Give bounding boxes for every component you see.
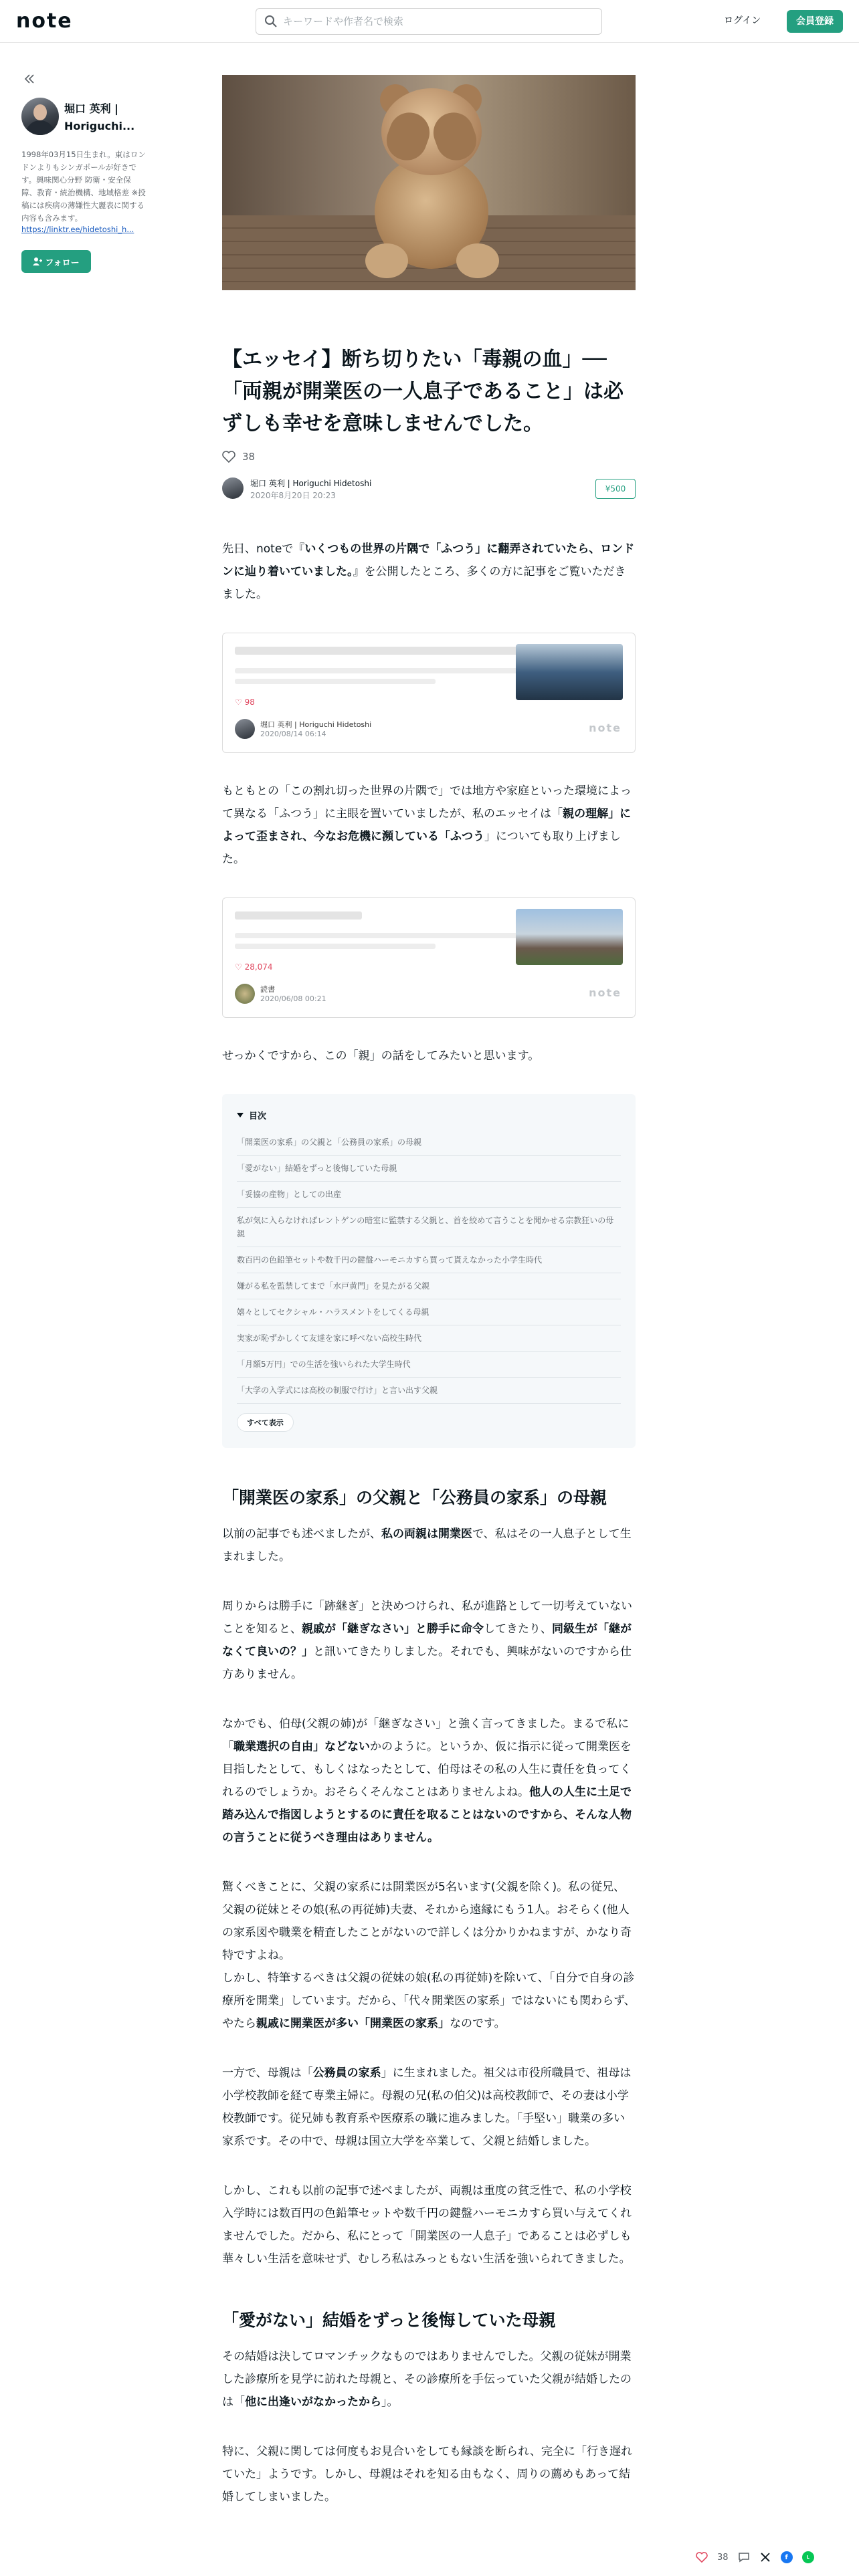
embed-date: 2020/08/14 06:14 [260, 730, 326, 738]
hero-image [222, 75, 636, 290]
sidebar-author-name[interactable]: 堀口 英利 | Horiguchi... [64, 102, 135, 132]
toc-item[interactable]: 「月額5万円」での生活を強いられた大学生時代 [237, 1352, 621, 1378]
toc-item[interactable]: 「大学の入学式には高校の制服で行け」と言い出す父親 [237, 1378, 621, 1404]
author-avatar[interactable] [21, 98, 59, 135]
signup-button[interactable]: 会員登録 [787, 10, 843, 33]
embed-avatar [235, 719, 255, 739]
action-like-count: 38 [717, 2552, 729, 2563]
embed-date: 2020/06/08 00:21 [260, 994, 326, 1003]
heart-icon[interactable] [696, 2551, 708, 2563]
embed-likes: ♡ 98 [235, 697, 255, 707]
paragraph: しかし、これも以前の記事で述べましたが、両親は重度の貧乏性で、私の小学校入学時には数百円の色鉛筆セットや数千円の鍵盤ハーモニカすら買い与えてくれませんでした。だから、私にとって「開業医の一人息子」であることは必ずしも華々しい生活を意味せず、むしろ私はみっともない生活を強いられてきました。 [222, 2184, 632, 2266]
embed-author: 読書 [260, 985, 275, 994]
paragraph: なかでも、伯母(父親の姉)が「継ぎなさい」と強く言ってきました。まるで私に「職業選択の自由」などないかのように。というか、仮に指示に従って開業医を目指したとして、もしくはなったとして、伯母はその私の人生に責任を負ってくれるのでしょうか。おそらくそんなことはありませんよね。他人の人生に土足で踏み込んで指図しようとするのに責任を取ることはないのですから、そんな人物の言うことに従うべき理由はありません。 [222, 1717, 632, 1844]
caret-down-icon [237, 1113, 244, 1118]
toc-item[interactable]: 「妥協の産物」としての出産 [237, 1182, 621, 1208]
search-icon [264, 15, 278, 28]
search-input[interactable] [283, 9, 591, 34]
toc-item[interactable]: 私が気に入らなければレントゲンの暗室に監禁する父親と、首を絞めて言うことを聞かせる宗教狂いの母親 [237, 1208, 621, 1247]
paragraph: せっかくですから、この「親」の話をしてみたいと思います。 [222, 1049, 540, 1063]
toc-item[interactable]: 嬉々としてセクシャル・ハラスメントをしてくる母親 [237, 1299, 621, 1325]
search-box[interactable] [256, 8, 602, 35]
embedded-note-card[interactable] [222, 633, 636, 753]
toc-show-all-button[interactable]: すべて表示 [237, 1413, 294, 1432]
embed-avatar [235, 984, 255, 1004]
embed-author: 堀口 英利 | Horiguchi Hidetoshi [260, 720, 372, 729]
note-logo[interactable]: note [16, 9, 73, 33]
paragraph: 周りからは勝手に「跡継ぎ」と決めつけられ、私が進路として一切考えていないことを知ると、親戚が「継ぎなさい」と勝手に命令してきたり、同級生が「継がなくて良いの？」と訊いてきたりしました。それでも、興味がないのですから仕方ありません。 [222, 1600, 633, 1681]
article [222, 75, 636, 2508]
toc-heading[interactable]: 目次 [237, 1109, 621, 1121]
author-bio-link[interactable]: https://linktr.ee/hidetoshi_h... [21, 225, 134, 234]
comment-icon[interactable] [738, 2551, 750, 2563]
table-of-contents [222, 1094, 636, 1448]
paragraph: 先日、noteで『いくつもの世界の片隅で「ふつう」に翻弄されていたら、ロンドンに辿り着いていました。』を公開したところ、多くの方に記事をご覧いただきました。 [222, 542, 635, 601]
follow-label: フォロー [45, 257, 80, 268]
embedded-note-card[interactable] [222, 897, 636, 1018]
embed-note-logo: note [589, 722, 622, 734]
paragraph: 以前の記事でも述べましたが、私の両親は開業医で、私はその一人息子として生まれました。 [222, 1527, 632, 1564]
embed-thumbnail [516, 909, 623, 965]
publish-date: 2020年8月20日 20:23 [250, 491, 336, 500]
double-chevron-left-icon[interactable] [23, 72, 36, 86]
article-title: 【エッセイ】断ち切りたい「毒親の血」──「両親が開業医の一人息子であること」は必ずしも幸せを意味しませんでした。 [222, 348, 624, 435]
toc-item[interactable]: 「開業医の家系」の父親と「公務員の家系」の母親 [237, 1130, 621, 1156]
section-heading: 「開業医の家系」の父親と「公務員の家系」の母親 [222, 1488, 607, 1507]
paragraph: 特に、父親に関しては何度もお見合いをしても縁談を断られ、完全に「行き遅れていた」ようです。しかし、母親はそれを知る由もなく、周りの薦めもあって結婚してしまいました。 [222, 2445, 633, 2504]
x-icon[interactable] [759, 2551, 771, 2563]
byline-author[interactable]: 堀口 英利 | Horiguchi Hidetoshi [250, 479, 372, 488]
price-badge[interactable]: ¥500 [595, 479, 636, 499]
paragraph: その結婚は決してロマンチックなものではありませんでした。父親の従妹が開業した診療所を見学に訪れた母親と、その診療所を手伝っていた父親が結婚したのは「他に出逢いがなかったから」。 [222, 2350, 632, 2409]
byline [222, 476, 636, 503]
like-area [222, 451, 636, 463]
embed-note-logo: note [589, 986, 622, 999]
toc-item[interactable]: 数百円の色鉛筆セットや数千円の鍵盤ハーモニカすら買って貰えなかった小学生時代 [237, 1247, 621, 1273]
author-bio: 1998年03月15日生まれ。東はロンドンよりもシンガポールが好きです。興味関心分野 防衛・安全保障、教育・統治機構、地域格差 ※投稿には疾病の薄嫌性大麗表に関する内容も含みます。 [21, 150, 146, 223]
byline-avatar[interactable] [222, 477, 244, 499]
floating-action-bar [696, 2547, 859, 2568]
paragraph: 驚くべきことに、父親の家系には開業医が5名います(父親を除く)。私の従兄、父親の従妹とその娘(私の再従姉)夫妻、それから遠縁にもう1人。おそらく(他人の家系図や職業を精査したことがないので詳しくは分かりかねますが、かなり奇特ですよね。 しかし、特筆するべきは父親の従妹の娘(私の再従姉)を除いて、「自分で自身の診療所を開業」しています。だから、「代々開業医の家系」ではないにも関わらず、やたら親戚に開業医が多い「開業医の家系」なのです。 [222, 1881, 636, 2030]
follow-button[interactable] [21, 250, 91, 273]
paragraph: もともとの「この割れ切った世界の片隅で」では地方や家庭といった環境によって異なる「ふつう」に主眼を置いていましたが、私のエッセイは「親の理解」によって歪まされ、今なお危機に瀕している「ふつう」についても取り上げました。 [222, 784, 632, 866]
heart-icon[interactable] [222, 451, 235, 463]
like-count: 38 [242, 451, 256, 463]
embed-likes: ♡ 28,074 [235, 962, 273, 972]
facebook-icon[interactable]: f [781, 2551, 793, 2563]
line-icon[interactable]: L [802, 2551, 814, 2563]
section-heading: 「愛がない」結婚をずっと後悔していた母親 [222, 2311, 556, 2330]
paragraph: 一方で、母親は「公務員の家系」に生まれました。祖父は市役所職員で、祖母は小学校教師を経て専業主婦に。母親の兄(私の伯父)は高校教師で、その妻は小学校教師です。従兄姉も教育系や医療系の職に進みました。「手堅い」職業の多い家系です。その中で、母親は国立大学を卒業して、父親と結婚しました。 [222, 2066, 632, 2148]
toc-item[interactable]: 実家が恥ずかしくて友達を家に呼べない高校生時代 [237, 1325, 621, 1352]
toc-item[interactable]: 嫌がる私を監禁してまで「水戸黄門」を見たがる父親 [237, 1273, 621, 1299]
embed-thumbnail [516, 644, 623, 700]
toc-item[interactable]: 「愛がない」結婚をずっと後悔していた母親 [237, 1156, 621, 1182]
login-link[interactable]: ログイン [724, 15, 761, 26]
person-add-icon [33, 257, 42, 266]
header [0, 0, 859, 43]
